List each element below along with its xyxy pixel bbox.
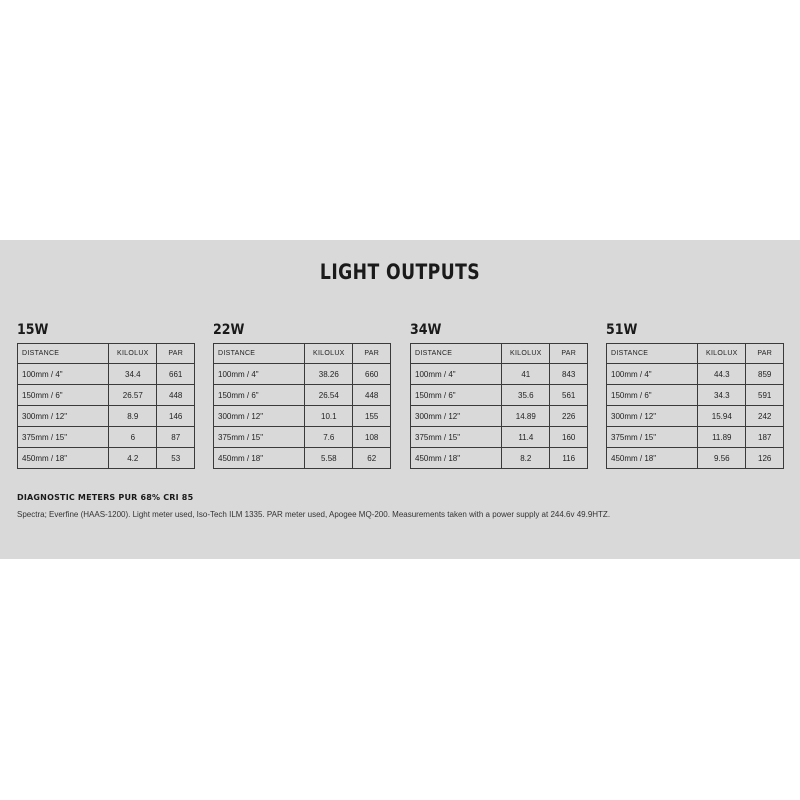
table-row (214, 385, 391, 406)
table-row (411, 364, 588, 385)
header-kilolux: KILOLUX (502, 344, 550, 364)
header-kilolux: KILOLUX (698, 344, 746, 364)
cell-kilolux: 9.56 (698, 448, 746, 469)
header-kilolux: KILOLUX (109, 344, 157, 364)
table-row (607, 448, 784, 469)
cell-kilolux: 7.6 (305, 427, 353, 448)
cell-distance: 150mm / 6" (607, 385, 698, 406)
cell-par: 843 (550, 364, 588, 385)
header-par: PAR (550, 344, 588, 364)
cell-distance: 450mm / 18" (411, 448, 502, 469)
cell-kilolux: 8.2 (502, 448, 550, 469)
cell-kilolux: 11.89 (698, 427, 746, 448)
cell-kilolux: 26.54 (305, 385, 353, 406)
table-row (214, 406, 391, 427)
page-title: LIGHT OUTPUTS (319, 260, 481, 284)
cell-kilolux: 8.9 (109, 406, 157, 427)
table-title: 34W (410, 322, 442, 338)
table-header-row (214, 344, 391, 364)
cell-par: 62 (353, 448, 391, 469)
diagnostic-text: Spectra; Everfine (HAAS-1200). Light meter used, Iso-Tech ILM 1335. PAR meter used, Apogee MQ-200. Measurements taken with a power supply at 244.6v 49.9HTZ. (17, 510, 611, 519)
cell-distance: 100mm / 4" (607, 364, 698, 385)
header-par: PAR (353, 344, 391, 364)
table-row (607, 385, 784, 406)
table-row (411, 385, 588, 406)
cell-par: 859 (746, 364, 784, 385)
cell-kilolux: 5.58 (305, 448, 353, 469)
cell-distance: 100mm / 4" (18, 364, 109, 385)
cell-par: 53 (157, 448, 195, 469)
cell-par: 561 (550, 385, 588, 406)
cell-par: 242 (746, 406, 784, 427)
cell-par: 160 (550, 427, 588, 448)
cell-distance: 300mm / 12" (18, 406, 109, 427)
cell-kilolux: 4.2 (109, 448, 157, 469)
table-block-51w (606, 320, 786, 469)
cell-kilolux: 38.26 (305, 364, 353, 385)
table-header-row (607, 344, 784, 364)
table-row (214, 427, 391, 448)
output-table (213, 343, 391, 469)
cell-distance: 450mm / 18" (18, 448, 109, 469)
output-table (606, 343, 784, 469)
table-row (214, 448, 391, 469)
diagnostic-heading: DIAGNOSTIC METERS PUR 68% CRI 85 (17, 493, 194, 502)
table-block-15w (17, 320, 197, 469)
table-row (607, 427, 784, 448)
cell-distance: 375mm / 15" (18, 427, 109, 448)
cell-par: 146 (157, 406, 195, 427)
cell-distance: 150mm / 6" (214, 385, 305, 406)
header-distance: DISTANCE (214, 344, 305, 364)
table-row (18, 385, 195, 406)
table-row (18, 427, 195, 448)
table-title: 15W (17, 322, 49, 338)
cell-distance: 450mm / 18" (214, 448, 305, 469)
table-header-row (18, 344, 195, 364)
table-block-22w (213, 320, 393, 469)
cell-par: 126 (746, 448, 784, 469)
cell-par: 155 (353, 406, 391, 427)
output-table (17, 343, 195, 469)
cell-distance: 300mm / 12" (214, 406, 305, 427)
header-distance: DISTANCE (411, 344, 502, 364)
cell-kilolux: 6 (109, 427, 157, 448)
table-row (18, 406, 195, 427)
header-distance: DISTANCE (18, 344, 109, 364)
cell-kilolux: 34.3 (698, 385, 746, 406)
cell-par: 116 (550, 448, 588, 469)
header-par: PAR (746, 344, 784, 364)
table-row (607, 364, 784, 385)
cell-distance: 300mm / 12" (411, 406, 502, 427)
light-outputs-panel (0, 240, 800, 559)
cell-distance: 450mm / 18" (607, 448, 698, 469)
table-row (18, 364, 195, 385)
header-distance: DISTANCE (607, 344, 698, 364)
cell-kilolux: 44.3 (698, 364, 746, 385)
cell-par: 108 (353, 427, 391, 448)
header-par: PAR (157, 344, 195, 364)
table-title: 22W (213, 322, 245, 338)
table-title: 51W (606, 322, 638, 338)
cell-kilolux: 26.57 (109, 385, 157, 406)
cell-par: 87 (157, 427, 195, 448)
cell-par: 660 (353, 364, 391, 385)
table-row (411, 427, 588, 448)
cell-kilolux: 15.94 (698, 406, 746, 427)
table-row (18, 448, 195, 469)
header-kilolux: KILOLUX (305, 344, 353, 364)
cell-kilolux: 11.4 (502, 427, 550, 448)
cell-par: 448 (157, 385, 195, 406)
cell-kilolux: 41 (502, 364, 550, 385)
cell-par: 591 (746, 385, 784, 406)
table-row (411, 406, 588, 427)
cell-par: 448 (353, 385, 391, 406)
cell-distance: 150mm / 6" (18, 385, 109, 406)
cell-kilolux: 34.4 (109, 364, 157, 385)
table-block-34w (410, 320, 590, 469)
cell-distance: 100mm / 4" (214, 364, 305, 385)
table-row (411, 448, 588, 469)
cell-par: 226 (550, 406, 588, 427)
cell-par: 661 (157, 364, 195, 385)
table-row (214, 364, 391, 385)
cell-distance: 100mm / 4" (411, 364, 502, 385)
cell-kilolux: 14.89 (502, 406, 550, 427)
cell-kilolux: 35.6 (502, 385, 550, 406)
cell-distance: 375mm / 15" (214, 427, 305, 448)
output-table (410, 343, 588, 469)
cell-distance: 375mm / 15" (607, 427, 698, 448)
cell-distance: 150mm / 6" (411, 385, 502, 406)
cell-kilolux: 10.1 (305, 406, 353, 427)
table-row (607, 406, 784, 427)
table-header-row (411, 344, 588, 364)
cell-distance: 375mm / 15" (411, 427, 502, 448)
cell-distance: 300mm / 12" (607, 406, 698, 427)
cell-par: 187 (746, 427, 784, 448)
